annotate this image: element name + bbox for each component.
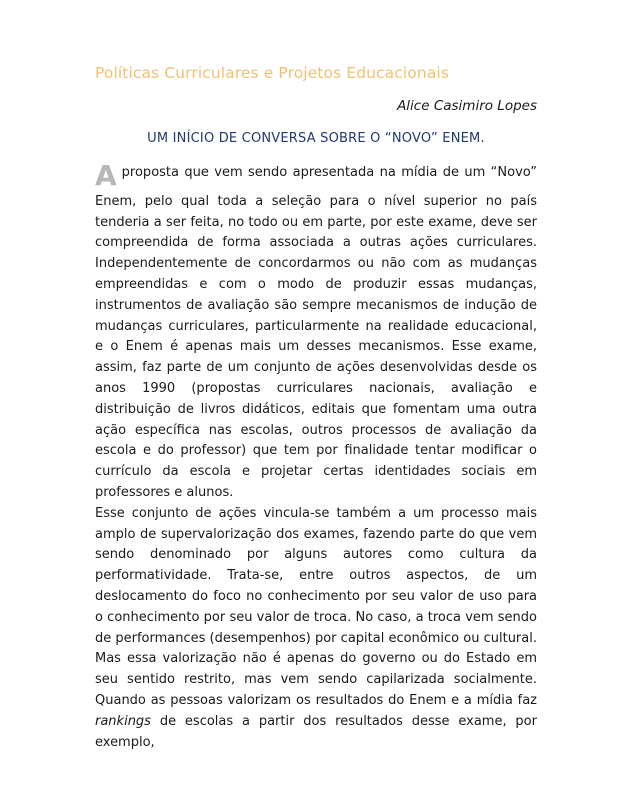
section-heading: UM INÍCIO DE CONVERSA SOBRE O “NOVO” ENEM. [147, 131, 485, 146]
author-name: Alice Casimiro Lopes [397, 98, 537, 114]
paragraph-2-italic: rankings [95, 713, 151, 729]
drop-cap: A [95, 159, 117, 192]
paragraph-2 [95, 504, 537, 754]
paragraph-1 [95, 159, 537, 504]
paragraph-1-body: Enem, pelo qual toda a seleção para o nível superior no país tenderia a ser feita, no todo ou em parte, por este exame, deve ser compreendida de forma associada a outras ações curriculares. Independentemente de concordarmos ou não com as mudanças empreendidas e com o modo de produzir essas mudanças, instrumentos de avaliação são sempre mecanismos de indução de mudanças curriculares, particularmente na realidade educacional, e o Enem é apenas mais um desses mecanismos. Esse exame, assim, faz parte de um conjunto de ações desenvolvidas desde os anos 1990 (propostas curriculares nacionais, avaliação e distribuição de livros didáticos, editais que fomentam uma outra ação específica nas escolas, outros processos de avaliação da escola e do professor) que tem por finalidade tentar modificar o currículo da escola e projetar certas identidades sociais em professores e alunos. [95, 193, 537, 500]
series-title: Políticas Curriculares e Projetos Educacionais [95, 64, 449, 82]
paragraph-1-first-line: proposta que vem sendo apresentada na mídia de um “Novo” [121, 165, 537, 180]
paragraph-2-tail: de escolas a partir dos resultados desse exame, por exemplo, [95, 713, 537, 750]
paragraph-2-text: Esse conjunto de ações vincula-se também a um processo mais amplo de supervalorização dos exames, fazendo parte do que vem sendo denominado por alguns autores como cultura da performatividade. Trata-se, entre outros aspectos, de um deslocamento do foco no conhecimento por seu valor de uso para o conhecimento por seu valor de troca. No caso, a troca vem sendo de performances (desempenhos) por capital econômico ou cultural. Mas essa valorização não é apenas do governo ou do Estado em seu sentido restrito, mas vem sendo capilarizada socialmente. Quando as pessoas valorizam os resultados do Enem e a mídia faz [95, 505, 537, 708]
document-page [95, 62, 537, 753]
